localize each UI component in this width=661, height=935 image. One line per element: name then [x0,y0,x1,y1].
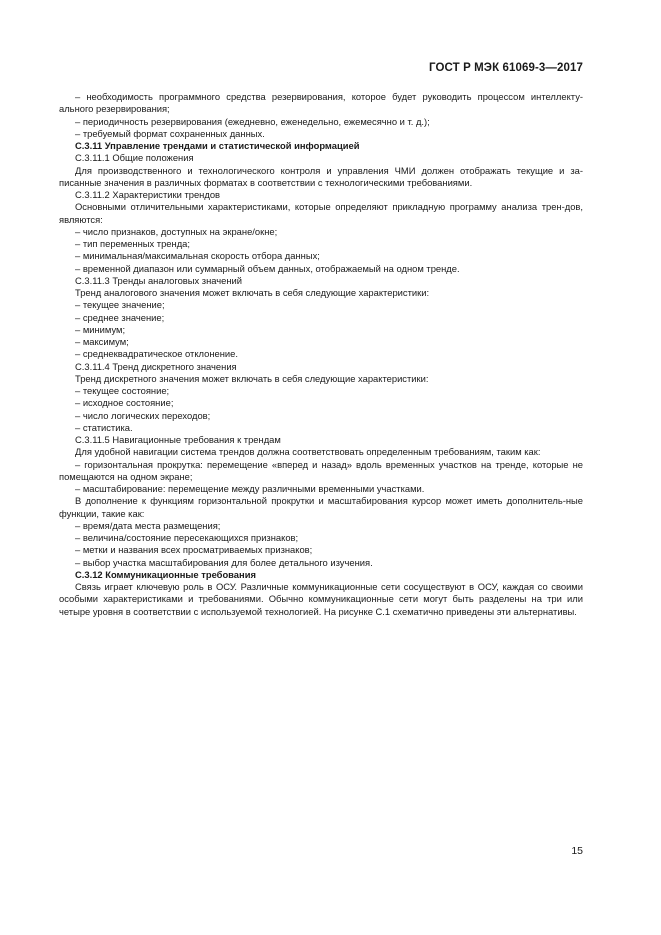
paragraph: Для удобной навигации система трендов должна соответствовать определенным требованиям, таким как: [75,446,541,458]
section-heading: С.3.12 Коммуникационные требования [75,568,256,580]
list-item: – необходимость программного средства резервирования, которое будет руководить процессом интеллекту-ального резервирования; [59,91,583,115]
list-item: – исходное состояние; [75,397,174,409]
list-item: – выбор участка масштабирования для более детального изучения. [75,556,373,568]
list-item: – текущее состояние; [75,385,170,396]
list-item: – статистика. [75,421,133,433]
subsection-heading: С.3.11.4 Тренд дискретного значения [75,360,237,372]
list-item: – число логических переходов; [75,409,211,421]
list-item: – тип переменных тренда; [75,238,190,249]
list-item: – текущее значение; [75,299,165,311]
section-heading: С.3.11 Управление трендами и статистической информацией [75,140,360,151]
list-item: – периодичность резервирования (ежедневно, еженедельно, ежемесячно и т. д.); [75,115,430,127]
list-item: – масштабирование: перемещение между различными временными участками. [75,483,425,494]
list-item: – временной диапазон или суммарный объем данных, отображаемый на одном тренде. [75,262,460,274]
paragraph: Связь играет ключевую роль в ОСУ. Различные коммуникационные сети сосуществуют в ОСУ, каждая со своими особыми характеристиками и требованиями. Обычно коммуникационные сети могут быть разделены на три или четыре уровня в соответствии с используемой технологией. На рисунке С.1 схематично приведены эти альтернативы. [59,581,583,617]
list-item: – величина/состояние пересекающихся признаков; [75,532,299,543]
subsection-heading: С.3.11.1 Общие положения [75,152,194,164]
list-item: – горизонтальная прокрутка: перемещение «вперед и назад» вдоль временных участков на тренде, которые не помещаются на одном экране; [59,458,583,482]
document-body [59,91,583,618]
paragraph: В дополнение к функциям горизонтальной прокрутки и масштабирования курсор может иметь дополнитель-ные функции, такие как: [59,495,583,519]
paragraph: Тренд аналогового значения может включать в себя следующие характеристики: [75,287,430,298]
paragraph: Тренд дискретного значения может включать в себя следующие характеристики: [75,372,429,384]
list-item: – число признаков, доступных на экране/окне; [75,225,278,237]
document-header: ГОСТ Р МЭК 61069-3—2017 [429,62,583,74]
paragraph: Основными отличительными характеристиками, которые определяют прикладную программу анализа трен-дов, являются: [59,201,583,225]
list-item: – минимальная/максимальная скорость отбора данных; [75,250,320,262]
list-item: – метки и названия всех просматриваемых признаков; [75,544,313,556]
list-item: – минимум; [75,323,126,335]
subsection-heading: С.3.11.3 Тренды аналоговых значений [75,274,243,286]
list-item: – среднее значение; [75,311,165,323]
list-item: – максимум; [75,336,129,347]
list-item: – требуемый формат сохраненных данных. [75,127,265,139]
paragraph: Для производственного и технологического контроля и управления ЧМИ должен отображать текущие и за-писанные значения в различных форматах в соответствии с технологическими требованиями. [59,164,583,188]
subsection-heading: С.3.11.5 Навигационные требования к трендам [75,434,281,445]
subsection-heading: С.3.11.2 Характеристики трендов [75,189,221,200]
page-number: 15 [571,845,583,857]
list-item: – время/дата места размещения; [75,519,221,531]
list-item: – среднеквадратическое отклонение. [75,348,238,360]
